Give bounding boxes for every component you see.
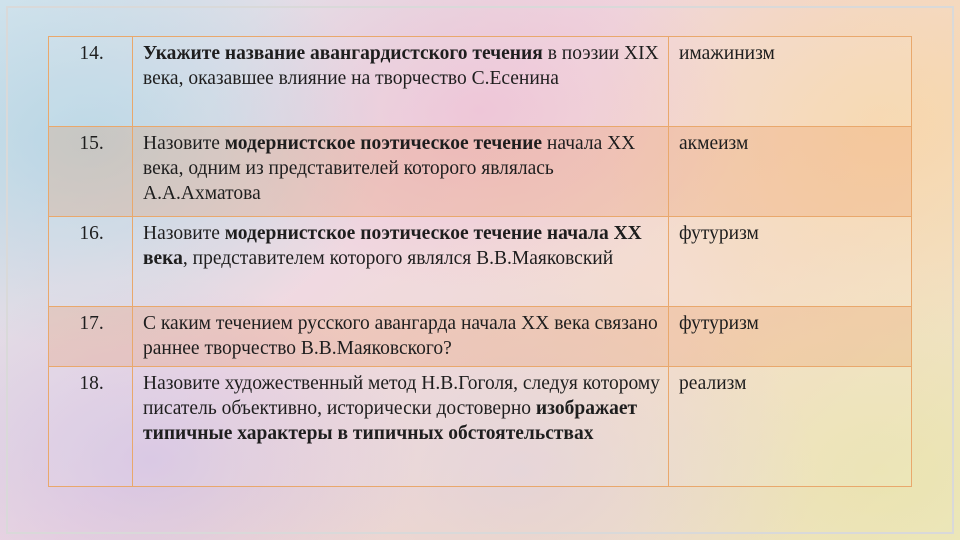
question-text-part: Назовите художественный метод Н.В.Гоголя, следуя которому писатель объективно, исторически достоверно — [143, 373, 660, 419]
question-text — [133, 37, 669, 127]
quiz-table — [48, 36, 912, 487]
question-number: 15. — [49, 127, 133, 217]
question-text-part: Назовите — [143, 223, 225, 244]
table-row — [49, 307, 912, 367]
table-row — [49, 127, 912, 217]
question-text-part: в поэзии XIX века, оказавшее влияние на творчество С.Есенина — [143, 43, 659, 89]
question-text — [133, 127, 669, 217]
question-text-bold: модернистское поэтическое течение — [224, 133, 543, 154]
question-text-part: С каким течением русского авангарда начала XX века связано раннее творчество В.В.Маяковского? — [143, 313, 658, 359]
answer-text: реализм — [669, 367, 912, 487]
question-text-bold: изображает типичные характеры в типичных обстоятельствах — [143, 398, 638, 444]
question-text-bold: Укажите название авангардистского течения — [143, 43, 543, 64]
table-row — [49, 217, 912, 307]
answer-text: акмеизм — [669, 127, 912, 217]
answer-text: футуризм — [669, 217, 912, 307]
question-text-bold: модернистское поэтическое течение начала XX века — [143, 223, 642, 269]
table-row — [49, 367, 912, 487]
question-number: 18. — [49, 367, 133, 487]
answer-text: имажинизм — [669, 37, 912, 127]
question-text-part: , представителем которого являлся В.В.Маяковский — [182, 248, 614, 269]
question-text — [133, 307, 669, 367]
answer-text: футуризм — [669, 307, 912, 367]
question-number: 16. — [49, 217, 133, 307]
question-number: 14. — [49, 37, 133, 127]
question-text-part: Назовите — [143, 133, 225, 154]
question-text — [133, 217, 669, 307]
question-text — [133, 367, 669, 487]
question-number: 17. — [49, 307, 133, 367]
question-text-part: начала XX века, одним из представителей которого являлась А.А.Ахматова — [143, 133, 636, 204]
table-row — [49, 37, 912, 127]
